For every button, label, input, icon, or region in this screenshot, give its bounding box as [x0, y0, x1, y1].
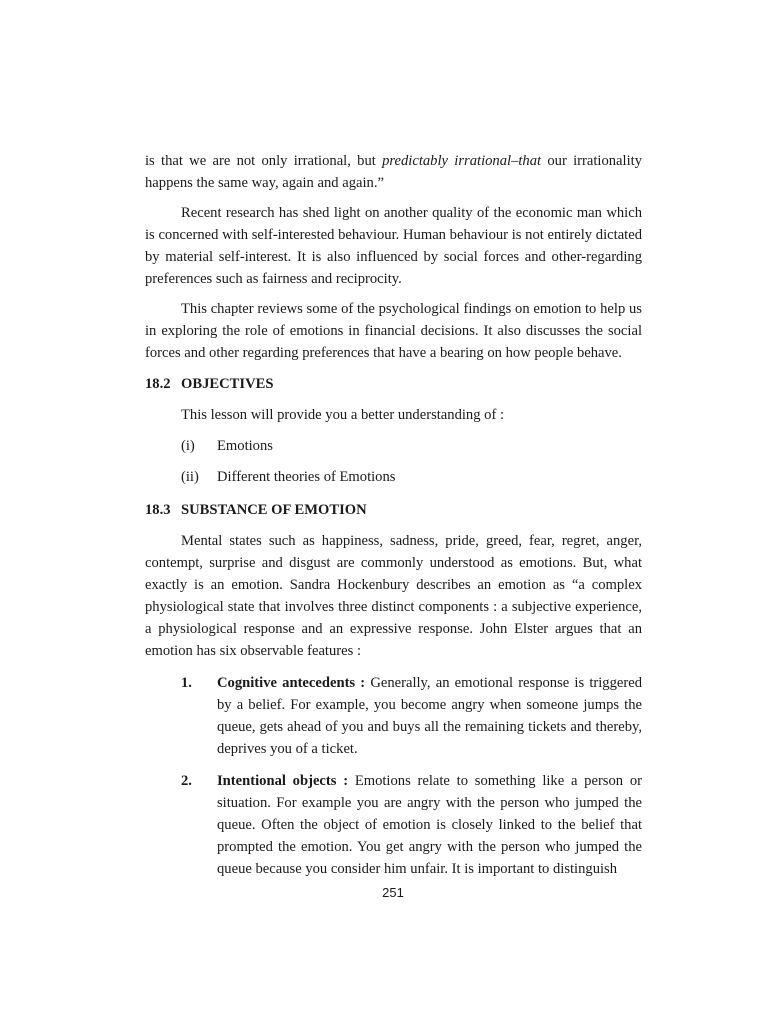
feature-number: 2.: [181, 773, 192, 789]
opening-text-start: is that we are not only irrational, but: [145, 153, 383, 169]
feature-text: Emotions relate to something like a person or situation. For example you are angry with the person who jumped the queue. Often the object of emotion is closely linked to the belief that prompted the emotion. You get angry with the person who jumped the queue because you consider him unfair. It is important to distinguish: [217, 773, 642, 877]
feature-body: [217, 770, 642, 880]
objectives-intro: This lesson will provide you a better understanding of :: [181, 407, 505, 423]
objective-item: [145, 466, 642, 488]
heading-objectives: [145, 373, 642, 395]
page-content: [145, 150, 642, 880]
item-text: Different theories of Emotions: [217, 469, 396, 485]
feature-body: [217, 672, 642, 760]
feature-term: Intentional objects :: [217, 773, 349, 789]
heading-substance-of-emotion: [145, 499, 642, 521]
feature-number: 1.: [181, 675, 192, 691]
item-numeral: (ii): [181, 469, 199, 485]
paragraph-mental-states: Mental states such as happiness, sadness, pride, greed, fear, regret, anger, contempt, surprise and disgust are commonly understood as emotions. But, what exactly is an emotion. Sandra Hockenbury describes an emotion as “a complex physiological state that involves three distinct components : a subjective experience, a physiological response and an expressive response. John Elster argues that an emotion has six observable features :: [145, 533, 642, 659]
opening-text-end: our irrationality happens the same way, again and again.”: [145, 153, 642, 191]
feature-text: Generally, an emotional response is triggered by a belief. For example, you become angry when someone jumps the queue, gets ahead of you and buys all the remaining tickets and thereby, deprives you of a ticket.: [217, 675, 643, 757]
opening-paragraph: [145, 150, 642, 194]
paragraph-chapter-review: This chapter reviews some of the psychological findings on emotion to help us in exploring the role of emotions in financial decisions. It also discusses the social forces and other regarding preferences that have a bearing on how people behave.: [145, 301, 642, 361]
feature-item: [145, 770, 642, 880]
page-number: 251: [382, 885, 404, 900]
section-number: 18.3: [145, 502, 171, 518]
section-number: 18.2: [145, 376, 171, 392]
section-title: OBJECTIVES: [181, 376, 274, 392]
paragraph-economic-man: Recent research has shed light on another quality of the economic man which is concerned with self-interested behaviour. Human behaviour is not entirely dictated by material self-interest. It is also influenced by social forces and other-regarding preferences such as fairness and reciprocity.: [145, 205, 642, 287]
objective-item: [145, 435, 642, 457]
item-text: Emotions: [217, 438, 273, 454]
opening-italic-phrase: predictably irrational–that: [382, 153, 542, 169]
feature-item: [145, 672, 642, 760]
feature-term: Cognitive antecedents :: [217, 675, 366, 691]
item-numeral: (i): [181, 438, 195, 454]
section-title: SUBSTANCE OF EMOTION: [181, 502, 367, 518]
